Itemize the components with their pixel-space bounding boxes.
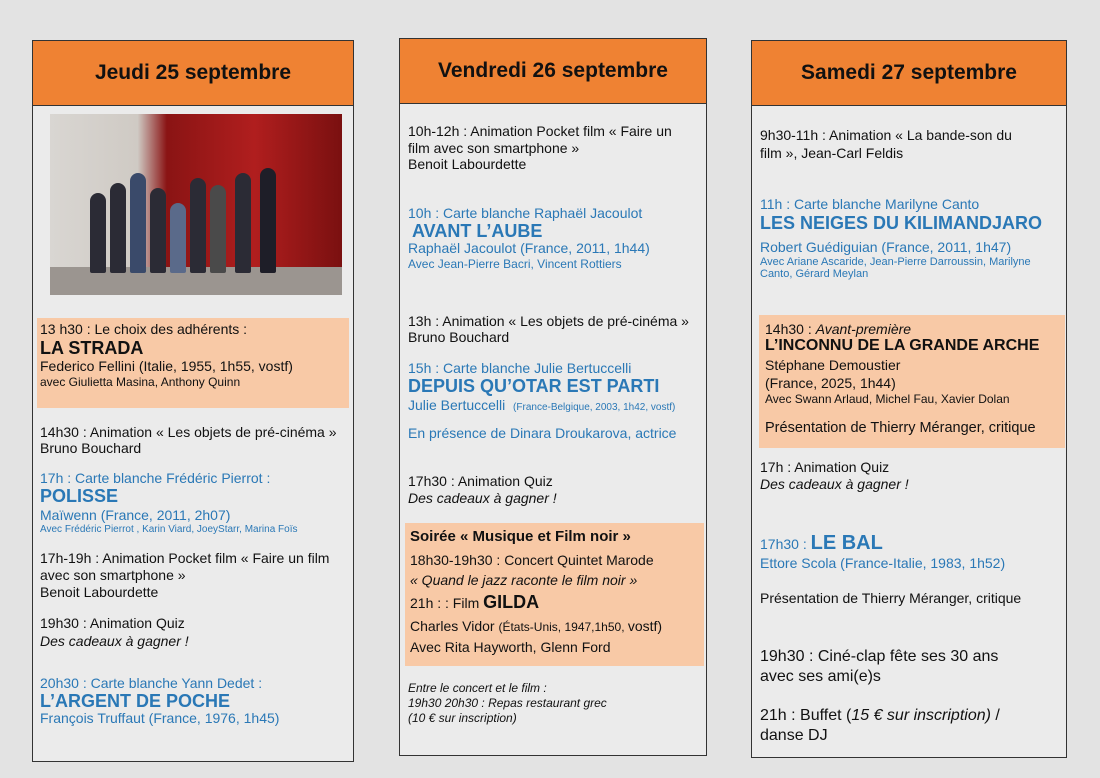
time: 14h30 : (765, 321, 816, 337)
event-time: 9h30-11h : Animation « La bande-son du (760, 127, 1012, 143)
event-time: 17h : Animation Quiz (760, 459, 890, 475)
presentation-note: Présentation de Thierry Méranger, critique (760, 590, 1022, 606)
day-header: Samedi 27 septembre (752, 41, 1066, 106)
event-time: 10h : Carte blanche Raphaël Jacoulot (408, 205, 643, 221)
buffet-price: 15 € sur inscription) (851, 707, 991, 724)
dinner-time: 19h30 20h30 : Repas restaurant grec (408, 696, 607, 710)
film-director: Stéphane Demoustier (765, 357, 901, 373)
film-cast: Avec Frédéric Pierrot , Karin Viard, JoeyStarr, Marina Foïs (40, 524, 298, 535)
event-time: 21h : Buffet ( (760, 707, 852, 724)
film-details: Ettore Scola (France-Italie, 1983, 1h52) (760, 555, 1006, 571)
presentation-note: Présentation de Thierry Méranger, critique (765, 420, 1036, 436)
event-time: 14h30 : Animation « Les objets de pré-cinéma » (40, 424, 337, 440)
day-column-thursday (32, 40, 354, 762)
film-info: (États-Unis, 1947,1h50, (498, 620, 628, 634)
event-title: avec son smartphone » (40, 567, 186, 583)
event-title: film avec son smartphone » (408, 140, 580, 156)
film-version: vostf) (627, 618, 663, 634)
film-title: DEPUIS QU’OTAR EST PARTI (408, 376, 660, 396)
film-cast: Canto, Gérard Meylan (760, 268, 869, 280)
film-title: LA STRADA (40, 338, 144, 358)
guest-note: En présence de Dinara Droukarova, actrice (408, 425, 677, 441)
dinner-note: Entre le concert et le film : (408, 681, 547, 695)
film-cast: Avec Swann Arlaud, Michel Fau, Xavier Dolan (765, 392, 1010, 406)
film-title: L’ARGENT DE POCHE (40, 691, 231, 711)
event-time (765, 321, 911, 337)
event-time: 20h30 : Carte blanche Yann Dedet : (40, 675, 263, 691)
event-note: Des cadeaux à gagner ! (760, 476, 909, 492)
event-time: 17h30 : Animation Quiz (408, 473, 553, 489)
separator: / (990, 707, 1000, 724)
day-header: Jeudi 25 septembre (33, 41, 353, 106)
film-director: Julie Bertuccelli (408, 397, 506, 413)
event-time: 21h : : Film (410, 595, 484, 611)
day-column-saturday (751, 40, 1067, 758)
event-time: 19h30 : Animation Quiz (40, 615, 185, 631)
film-details (408, 397, 675, 416)
event-time: 10h-12h : Animation Pocket film « Faire un (408, 123, 672, 139)
buffet-line (760, 706, 1000, 726)
event-host: Benoit Labourdette (40, 584, 159, 600)
film-details: Robert Guédiguian (France, 2011, 1h47) (760, 239, 1012, 255)
group-photo (50, 114, 342, 295)
day-header: Vendredi 26 septembre (400, 39, 706, 104)
event-time: 15h : Carte blanche Julie Bertuccelli (408, 360, 632, 376)
film-title: POLISSE (40, 486, 119, 506)
film-line (410, 592, 539, 612)
film-cast: avec Giulietta Masina, Anthony Quinn (40, 375, 241, 389)
event-host: Bruno Bouchard (40, 440, 142, 456)
film-title: L’INCONNU DE LA GRANDE ARCHE (765, 337, 1040, 354)
film-details (410, 618, 662, 635)
film-director: Charles Vidor (410, 618, 499, 634)
film-title: AVANT L’AUBE (412, 221, 543, 241)
film-title: GILDA (483, 592, 540, 612)
soiree-title: Soirée « Musique et Film noir » (410, 528, 631, 545)
film-title: LES NEIGES DU KILIMANDJARO (760, 213, 1043, 233)
event-title: danse DJ (760, 727, 828, 744)
event-line (760, 533, 883, 553)
preview-label: Avant-première (815, 321, 912, 337)
film-details: François Truffaut (France, 1976, 1h45) (40, 710, 280, 726)
event-time: 18h30-19h30 : Concert Quintet Marode (410, 552, 654, 568)
film-details: Federico Fellini (Italie, 1955, 1h55, vostf) (40, 358, 293, 374)
event-time: 13h : Animation « Les objets de pré-cinéma » (408, 313, 689, 329)
event-time: 17h30 : (760, 536, 811, 552)
film-details: Raphaël Jacoulot (France, 2011, 1h44) (408, 240, 650, 256)
film-details: (France, 2025, 1h44) (765, 375, 896, 391)
event-time: 19h30 : Ciné-clap fête ses 30 ans (760, 648, 999, 665)
film-cast: Avec Jean-Pierre Bacri, Vincent Rottiers (408, 257, 622, 271)
film-details: Maïwenn (France, 2011, 2h07) (40, 507, 231, 523)
concert-subtitle: « Quand le jazz raconte le film noir » (410, 572, 638, 588)
event-time: 17h-19h : Animation Pocket film « Faire un film (40, 550, 330, 566)
event-note: Des cadeaux à gagner ! (40, 633, 189, 649)
event-title: avec ses ami(e)s (760, 668, 881, 685)
event-host: film », Jean-Carl Feldis (760, 145, 904, 161)
event-time: 11h : Carte blanche Marilyne Canto (760, 196, 980, 212)
film-title: LE BAL (810, 532, 883, 554)
film-cast: Avec Ariane Ascaride, Jean-Pierre Darroussin, Marilyne (760, 256, 1031, 268)
event-time: 17h : Carte blanche Frédéric Pierrot : (40, 470, 271, 486)
day-column-friday (399, 38, 707, 756)
film-info: (France-Belgique, 2003, 1h42, vostf) (513, 402, 676, 413)
dinner-price: (10 € sur inscription) (408, 711, 517, 725)
event-host: Bruno Bouchard (408, 329, 510, 345)
event-host: Benoit Labourdette (408, 156, 527, 172)
event-note: Des cadeaux à gagner ! (408, 490, 557, 506)
event-time: 13 h30 : Le choix des adhérents : (40, 321, 248, 337)
film-cast: Avec Rita Hayworth, Glenn Ford (410, 639, 611, 655)
